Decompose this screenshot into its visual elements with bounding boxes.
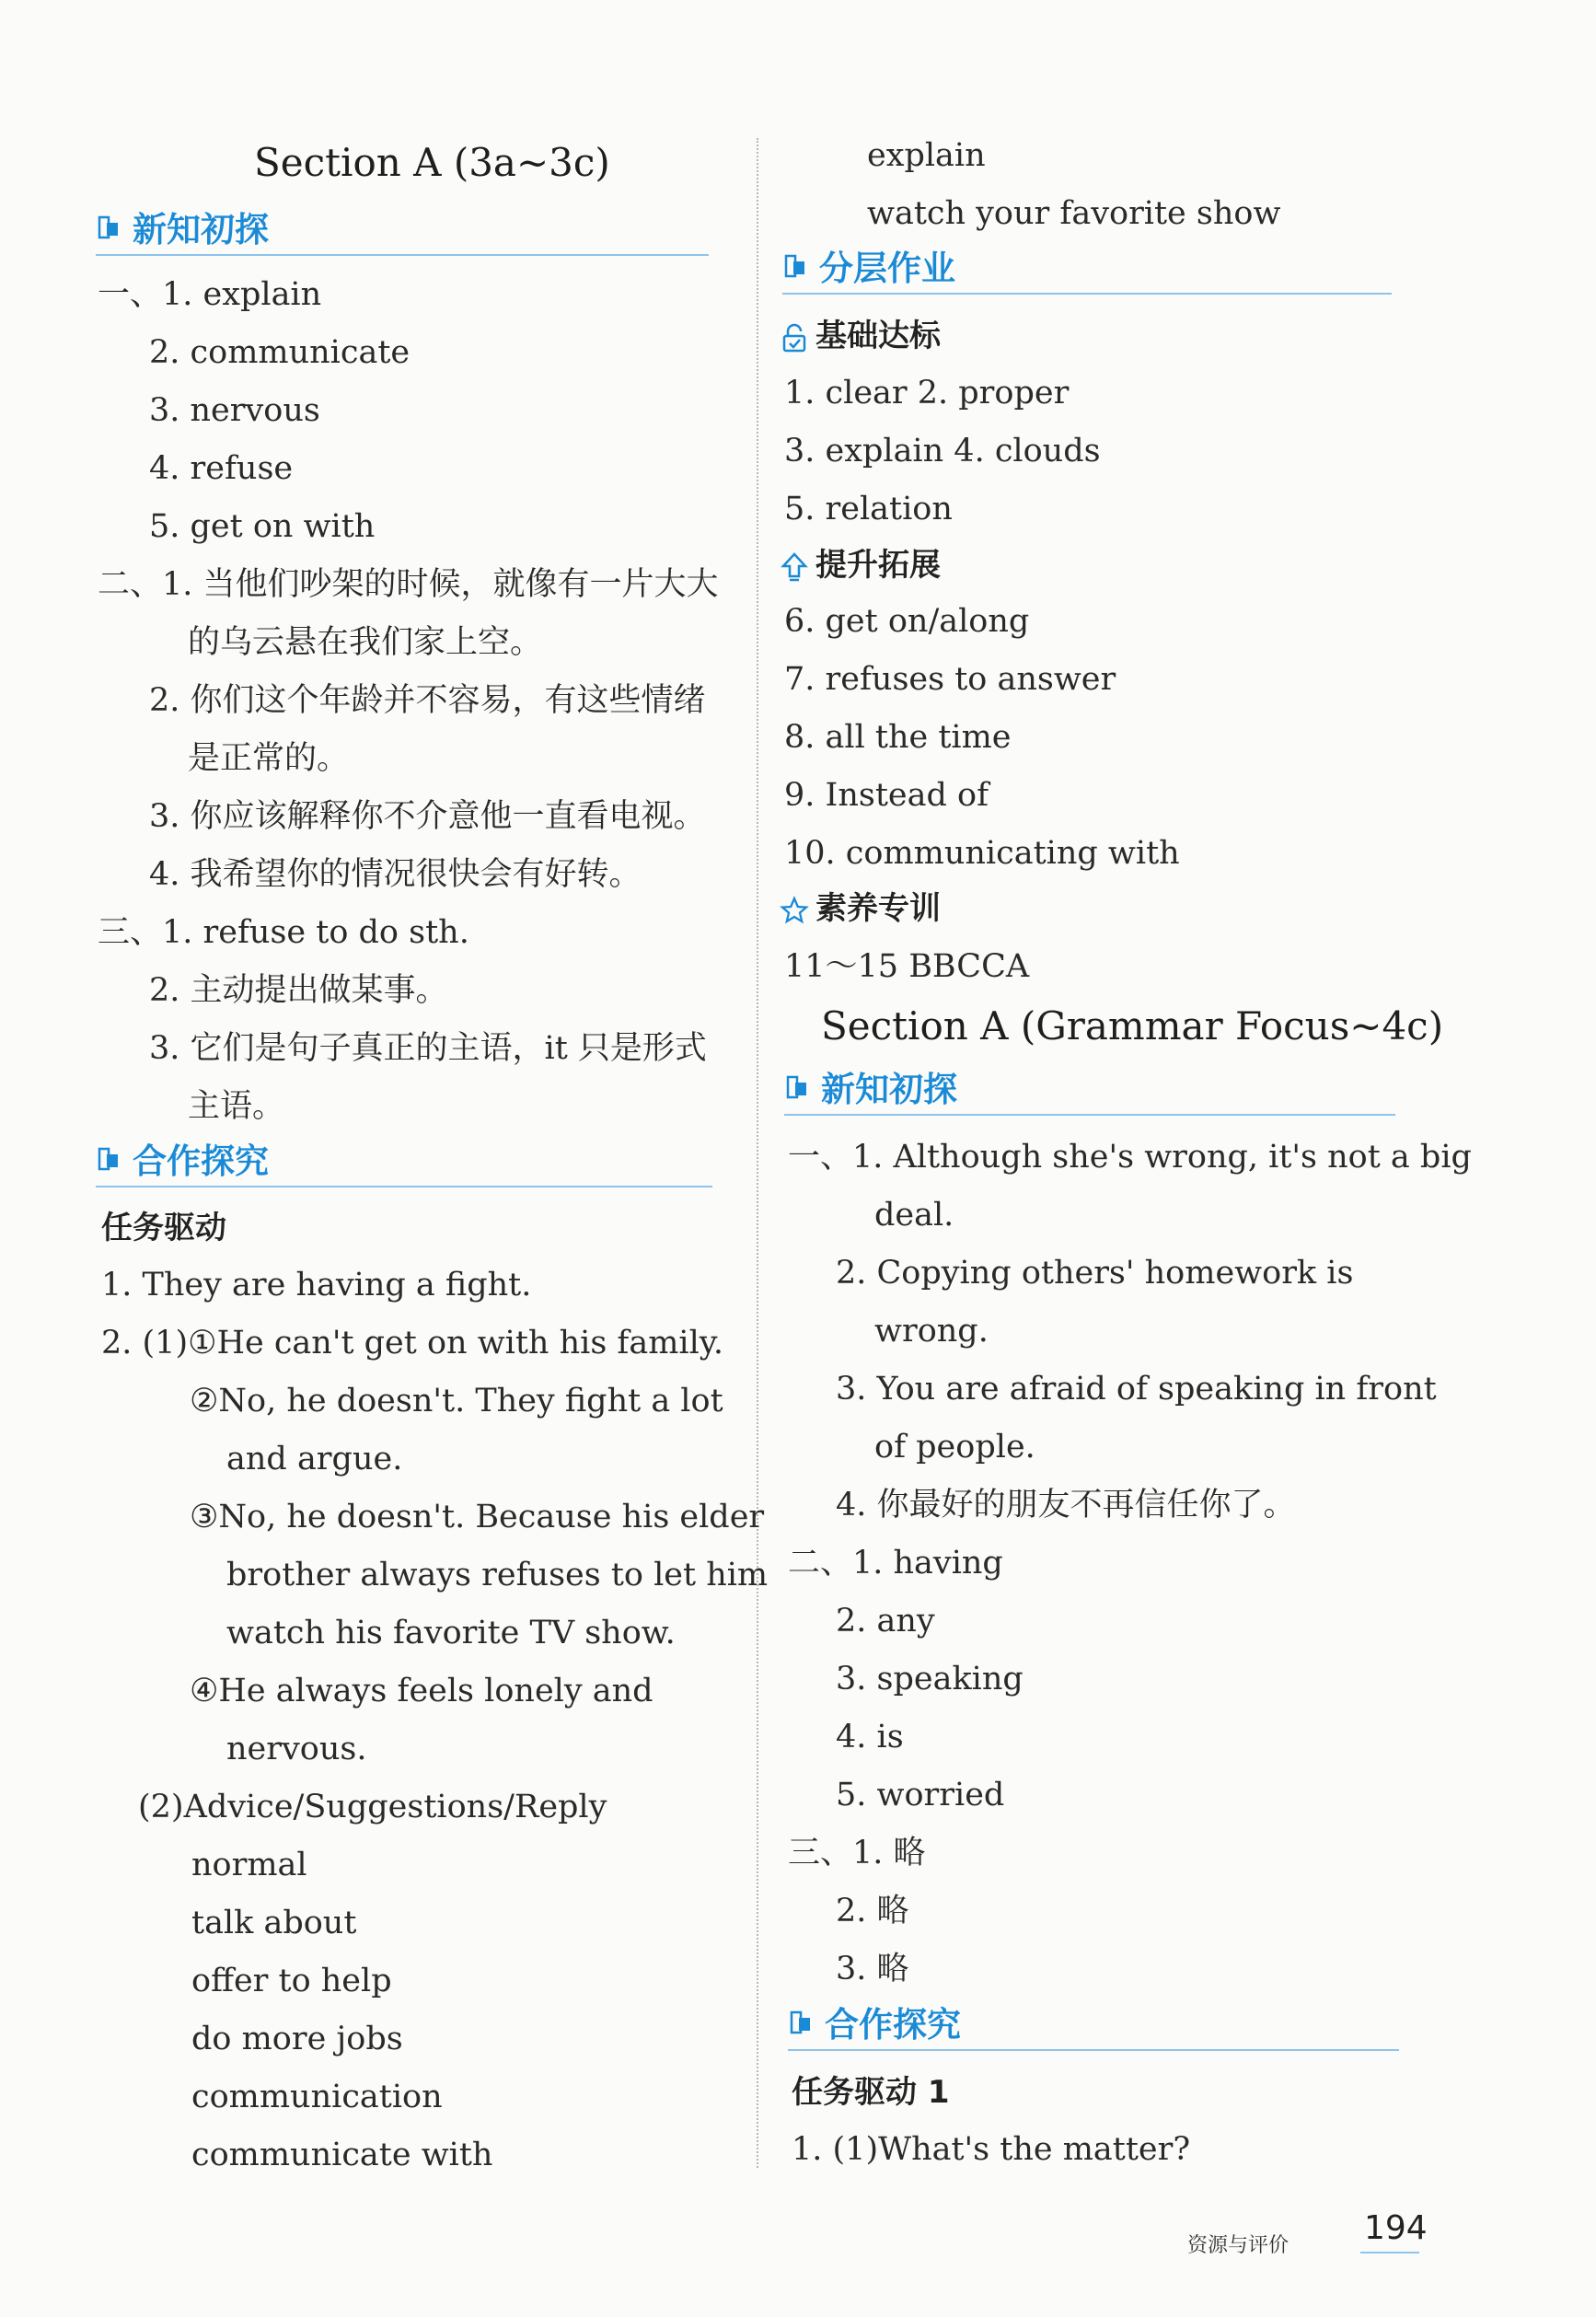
footer-label: 资源与评价 [1187, 2234, 1290, 2257]
header-title: 新知初探 [821, 1070, 957, 1109]
subsection-title: 素养专训 [815, 890, 941, 927]
answer-line: 9. Instead of [784, 777, 989, 814]
answer-line: 1. They are having a fight. [101, 1267, 532, 1303]
answer-line: offer to help [191, 1963, 392, 1999]
answer-line: 1. clear 2. proper [784, 375, 1070, 411]
task-label: 任务驱动 1 [792, 2074, 950, 2111]
header-tab-icon [786, 1075, 812, 1103]
answer-line: 2. communicate [149, 334, 411, 371]
arrow-up-icon [779, 551, 810, 583]
header-title: 新知初探 [133, 210, 269, 249]
answer-line: wrong. [874, 1313, 989, 1350]
section-header-new-knowledge [96, 212, 709, 256]
section-header-cooperation-2 [788, 2007, 1399, 2051]
answer-line: 主语。 [188, 1088, 285, 1125]
answer-line: 2. Copying others' homework is [836, 1255, 1354, 1292]
answer-line: ④He always feels lonely and [190, 1673, 653, 1709]
page-number: 194 [1364, 2209, 1428, 2247]
answer-line: 2. 你们这个年龄并不容易，有这些情绪 [149, 682, 706, 719]
answer-line: nervous. [226, 1731, 367, 1767]
answer-line: 三、1. 略 [788, 1835, 926, 1871]
answer-line: watch your favorite show [867, 195, 1281, 232]
answer-line: 2. 主动提出做某事。 [149, 972, 448, 1009]
header-title: 合作探究 [825, 2005, 961, 2045]
answer-line: of people. [874, 1429, 1035, 1466]
task-label: 任务驱动 [101, 1210, 226, 1246]
answer-line: 二、1. 当他们吵架的时候，就像有一片大大 [98, 566, 719, 603]
answer-line: deal. [874, 1197, 954, 1234]
answer-line: 3. 你应该解释你不介意他一直看电视。 [149, 798, 706, 835]
answer-line: communication [191, 2079, 443, 2115]
answer-line: 4. 你最好的朋友不再信任你了。 [836, 1487, 1296, 1523]
section-title: Section A (3a~3c) [254, 140, 610, 185]
answer-line: 是正常的。 [188, 740, 350, 777]
answer-line: and argue. [226, 1441, 403, 1477]
answer-line: 5. get on with [149, 508, 376, 545]
answer-line: 4. is [836, 1719, 904, 1755]
answer-line: 7. refuses to answer [784, 661, 1116, 698]
header-title: 分层作业 [819, 249, 955, 288]
answer-line: 3. You are afraid of speaking in front [836, 1371, 1437, 1408]
answer-line: 5. worried [836, 1777, 1005, 1813]
subsection-advanced [779, 547, 941, 584]
answer-line: communicate with [191, 2137, 493, 2173]
answer-line: normal [191, 1847, 307, 1883]
section-header-layered-homework [782, 250, 1392, 295]
answer-line: 3. 略 [836, 1951, 909, 1987]
section-header-new-knowledge-2 [784, 1072, 1395, 1116]
header-tab-icon [784, 254, 810, 282]
answer-line: 3. explain 4. clouds [784, 433, 1101, 469]
answer-line: brother always refuses to let him [226, 1557, 769, 1593]
answer-line: 三、1. refuse to do sth. [98, 914, 469, 951]
answer-line: 4. refuse [149, 450, 294, 487]
header-tab-icon [98, 215, 123, 243]
column-divider [757, 138, 758, 2168]
answer-line: ③No, he doesn't. Because his elder [190, 1499, 765, 1535]
subsection-title: 基础达标 [815, 318, 941, 354]
answer-line: 10. communicating with [784, 835, 1180, 872]
answer-line: (2)Advice/Suggestions/Reply [138, 1789, 607, 1825]
subsection-basic [779, 320, 941, 353]
answer-line: 1. (1)What's the matter? [792, 2131, 1191, 2168]
answer-line: 一、1. Although she's wrong, it's not a big [788, 1139, 1472, 1176]
section-title: Section A (Grammar Focus~4c) [821, 1003, 1444, 1048]
answer-line: 5. relation [784, 491, 953, 527]
answer-line: ②No, he doesn't. They fight a lot [190, 1383, 723, 1419]
answer-line: watch his favorite TV show. [226, 1615, 676, 1651]
answer-line: do more jobs [191, 2021, 403, 2057]
header-tab-icon [790, 2010, 815, 2038]
section-header-cooperation [96, 1143, 712, 1187]
answer-line: 2. 略 [836, 1893, 909, 1929]
answer-line: 2. (1)①He can't get on with his family. [101, 1325, 724, 1361]
answer-line: 2. any [836, 1603, 935, 1639]
answer-line: 3. speaking [836, 1661, 1024, 1697]
header-title: 合作探究 [133, 1141, 269, 1181]
answer-line: 一、1. explain [98, 276, 322, 313]
star-icon [779, 896, 810, 925]
page-number-underline [1360, 2252, 1419, 2253]
lock-icon [779, 323, 810, 353]
header-tab-icon [98, 1147, 123, 1175]
subsection-title: 提升拓展 [815, 547, 941, 584]
answer-line: 8. all the time [784, 719, 1012, 756]
answer-line: explain [867, 137, 986, 174]
answer-line: talk about [191, 1905, 357, 1941]
answer-line: 3. 它们是句子真正的主语，it 只是形式 [149, 1030, 707, 1067]
answer-line: 11～15 BBCCA [784, 948, 1030, 985]
answer-line: 的乌云悬在我们家上空。 [188, 624, 543, 661]
answer-line: 二、1. having [788, 1545, 1003, 1581]
subsection-literacy [779, 890, 941, 927]
answer-line: 6. get on/along [784, 603, 1030, 640]
answer-line: 4. 我希望你的情况很快会有好转。 [149, 856, 642, 893]
answer-line: 3. nervous [149, 392, 320, 429]
